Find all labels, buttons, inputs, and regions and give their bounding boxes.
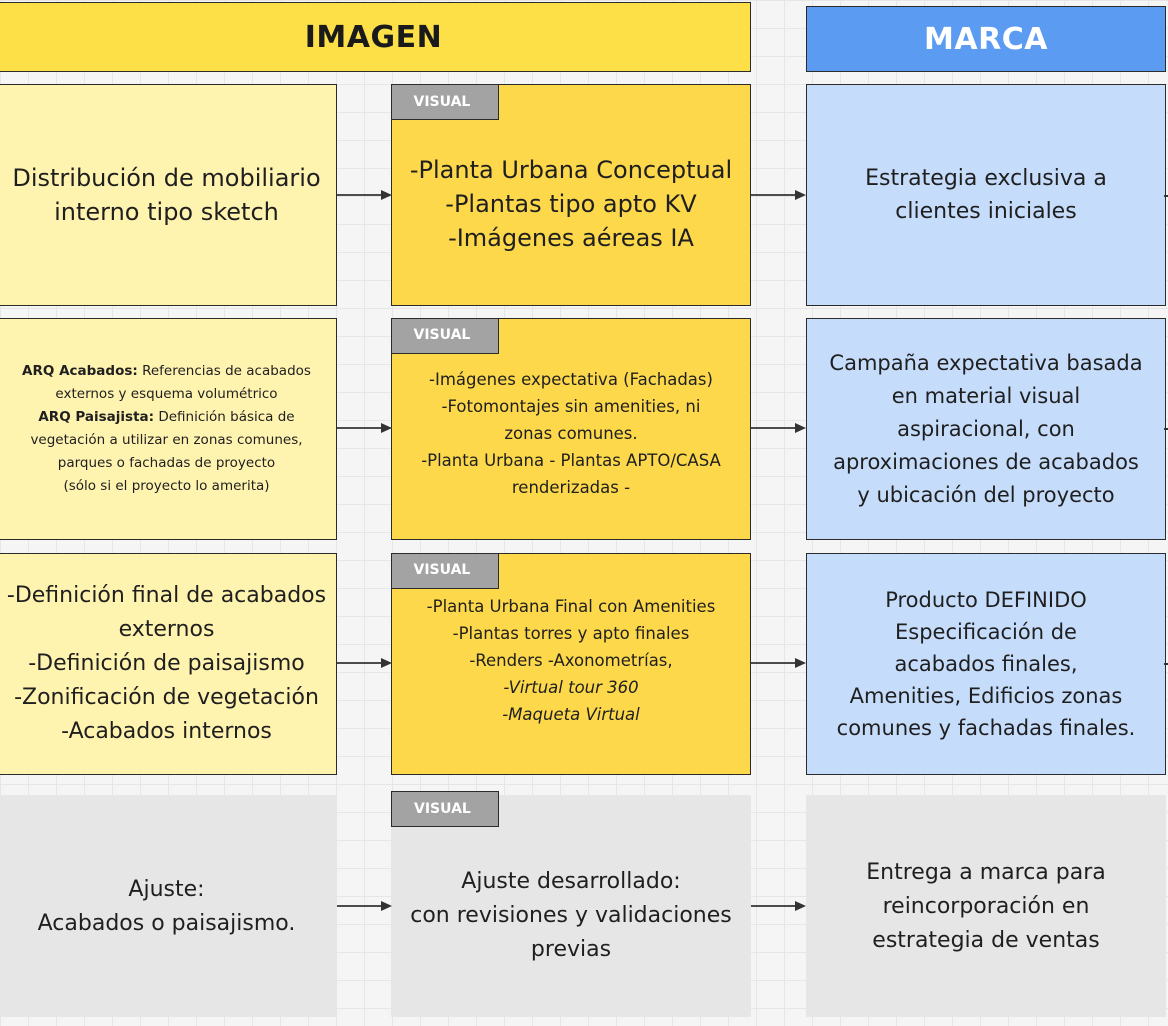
row1-marca-cell xyxy=(806,84,1166,306)
row1-outgoing-connector xyxy=(1164,195,1168,197)
row3-visual-text xyxy=(427,593,716,728)
row3-left-to-visual-arrow xyxy=(337,656,393,670)
arq-paisajista-text: Definición básica de xyxy=(154,409,295,425)
row2-visual-to-marca-arrow xyxy=(751,421,807,435)
row1-visual-to-marca-arrow xyxy=(751,188,807,202)
row3-visual-cell xyxy=(391,553,751,775)
arq-acabados-label: ARQ Acabados: xyxy=(22,363,138,379)
row3-left-text: -Definición final de acabados externos -Definición de paisajismo -Zonificación de vegetación -Acabados internos xyxy=(6,583,327,744)
row1-marca-text: Estrategia exclusiva a clientes iniciales xyxy=(865,166,1107,224)
row2-visual-cell xyxy=(391,318,751,540)
row4-visual-cell xyxy=(391,795,751,1017)
row3-visual-to-marca-arrow xyxy=(751,656,807,670)
arq-paisajista-label: ARQ Paisajista: xyxy=(38,409,155,425)
row2-left-text xyxy=(22,360,311,498)
imagen-header-label: IMAGEN xyxy=(304,19,443,55)
row2-left-line4: vegetación a utilizar en zonas comunes, xyxy=(30,432,303,448)
row4-visual-tag: VISUAL xyxy=(391,791,499,827)
row2-left-line2: externos y esquema volumétrico xyxy=(55,386,278,402)
row1-visual-text: -Planta Urbana Conceptual -Plantas tipo apto KV -Imágenes aéreas IA xyxy=(409,156,733,252)
row3-visual-line3: -Renders -Axonometrías, xyxy=(469,650,673,670)
arq-acabados-text: Referencias de acabados xyxy=(137,363,311,379)
row2-visual-tag: VISUAL xyxy=(391,318,499,354)
row2-left-cell xyxy=(0,318,337,540)
row2-marca-text: Campaña expectativa basada en material visual aspiracional, con aproximaciones de acabados y ubicación del proyecto xyxy=(829,350,1143,507)
row3-marca-cell xyxy=(806,553,1166,775)
row4-left-cell xyxy=(0,795,337,1017)
imagen-header xyxy=(0,2,751,72)
row1-left-text: Distribución de mobiliario interno tipo sketch xyxy=(12,164,321,226)
row1-visual-tag: VISUAL xyxy=(391,84,499,120)
row4-marca-text: Entrega a marca para reincorporación en estrategia de ventas xyxy=(866,860,1106,953)
marca-header-label: MARCA xyxy=(924,21,1048,57)
row1-left-to-visual-arrow xyxy=(337,188,393,202)
row3-outgoing-connector xyxy=(1164,663,1168,665)
row1-visual-cell xyxy=(391,84,751,306)
row2-marca-cell xyxy=(806,318,1166,540)
row2-outgoing-connector xyxy=(1164,428,1168,430)
row2-left-to-visual-arrow xyxy=(337,421,393,435)
marca-header xyxy=(806,6,1166,72)
row3-visual-line1: -Planta Urbana Final con Amenities xyxy=(426,596,716,616)
row3-visual-line2: -Plantas torres y apto finales xyxy=(452,623,690,643)
row3-visual-line4: -Virtual tour 360 xyxy=(503,677,639,697)
row2-left-line5: parques o fachadas de proyecto xyxy=(57,455,276,471)
row3-visual-line5: -Maqueta Virtual xyxy=(502,704,640,724)
row4-left-text: Ajuste: Acabados o paisajismo. xyxy=(37,877,296,936)
row3-marca-text: Producto DEFINIDO Especificación de acabados finales, Amenities, Edificios zonas comunes y fachadas finales. xyxy=(836,588,1136,740)
row2-left-line6: (sólo si el proyecto lo amerita) xyxy=(63,478,270,494)
row4-left-to-visual-arrow xyxy=(337,899,393,913)
row2-visual-text: -Imágenes expectativa (Fachadas) -Fotomontajes sin amenities, ni zonas comunes. -Planta Urbana - Plantas APTO/CASA renderizadas - xyxy=(421,369,721,497)
row4-visual-text: Ajuste desarrollado: con revisiones y validaciones previas xyxy=(410,869,732,962)
row3-visual-tag: VISUAL xyxy=(391,553,499,589)
row3-left-cell xyxy=(0,553,337,775)
row1-left-cell xyxy=(0,84,337,306)
row4-visual-to-marca-arrow xyxy=(751,899,807,913)
row4-marca-cell xyxy=(806,795,1166,1017)
